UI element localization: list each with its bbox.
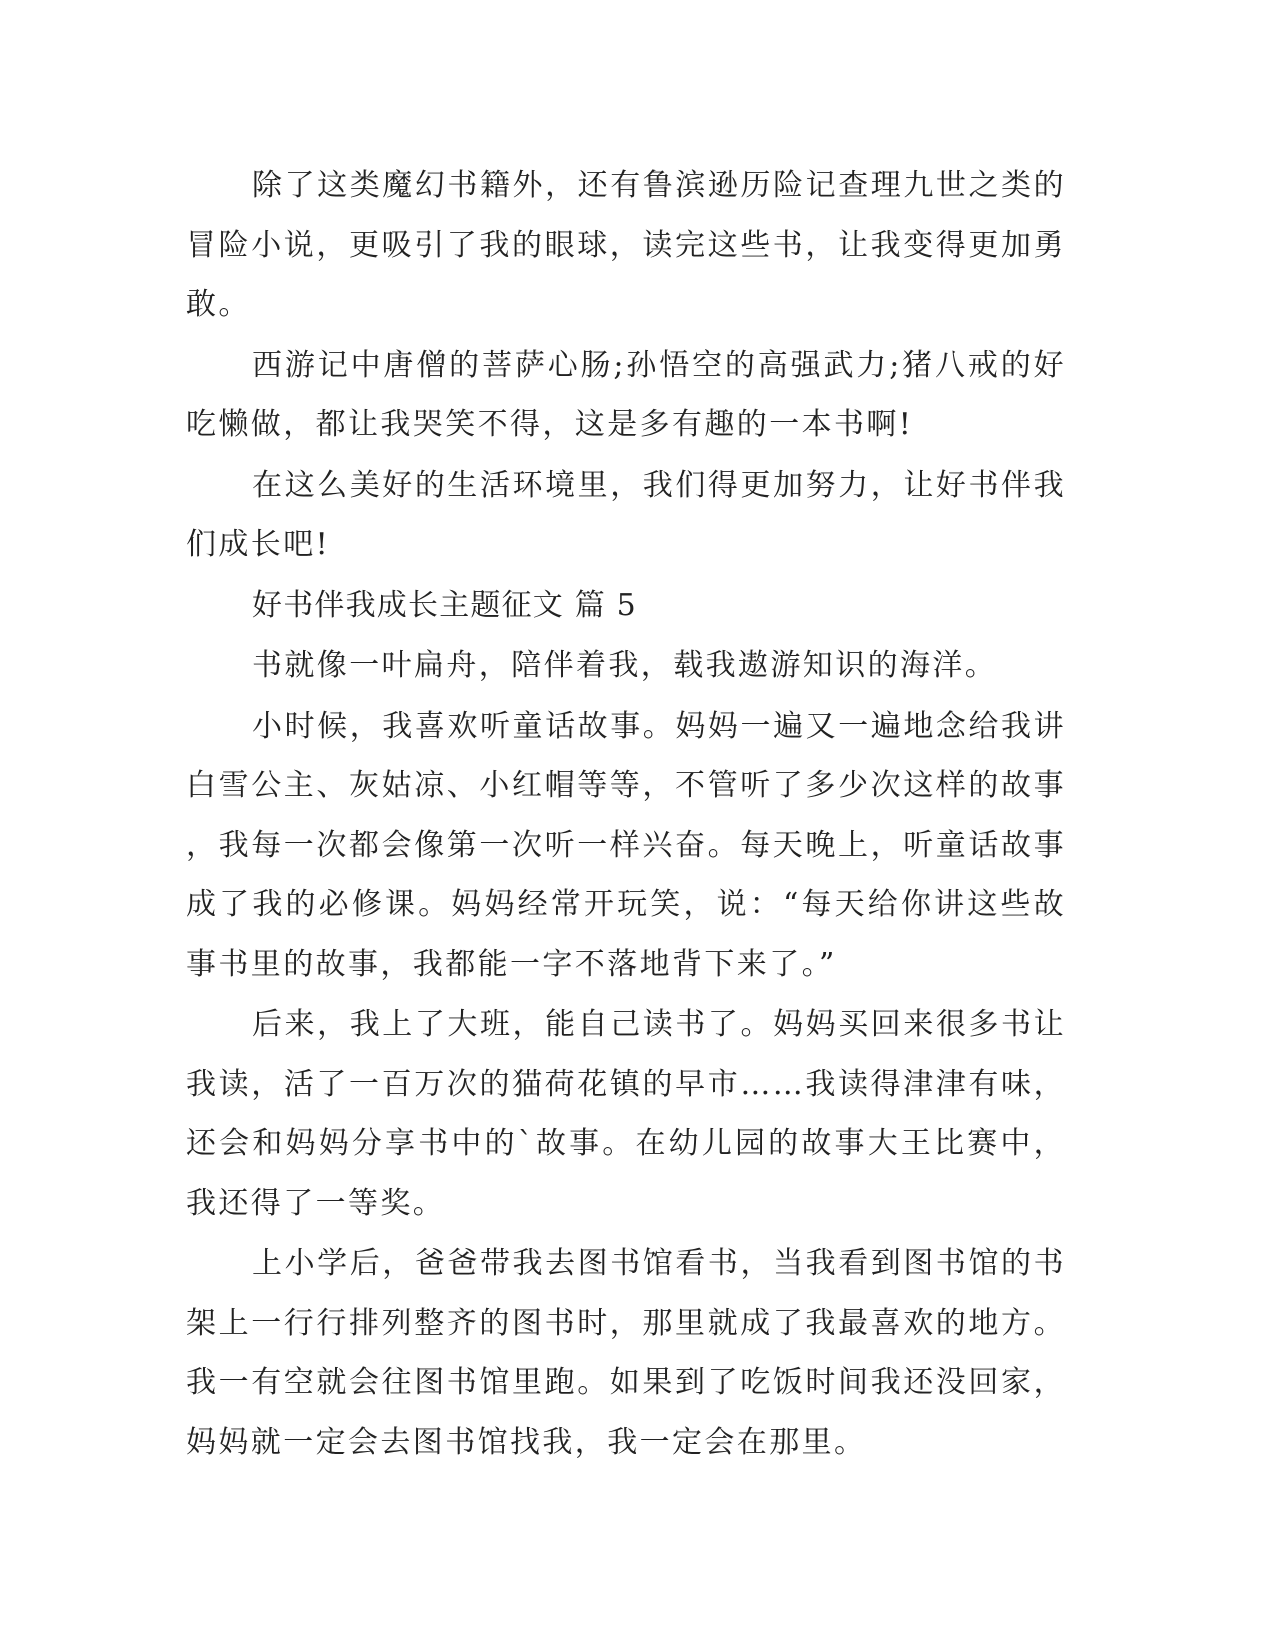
document-body (186, 156, 1066, 1473)
paragraph-journey-to-the-west: 西游记中唐僧的菩萨心肠;孙悟空的高强武力;猪八戒的好吃懒做，都让我哭笑不得，这是多有趣的一本书啊! (186, 347, 1066, 442)
paragraph-book-like-boat: 书就像一叶扁舟，陪伴着我，载我遨游知识的海洋。 (252, 648, 998, 683)
paragraph-grow-with-good-books: 在这么美好的生活环境里，我们得更加努力，让好书伴我们成长吧! (186, 467, 1066, 562)
paragraph-childhood-fairy-tales: 小时候，我喜欢听童话故事。妈妈一遍又一遍地念给我讲白雪公主、灰姑凉、小红帽等等，不管听了多少次这样的故事，我每一次都会像第一次听一样兴奋。每天晚上，听童话故事成了我的必修课。妈妈经常开玩笑，说：“每天给你讲这些故事书里的故事，我都能一字不落地背下来了。” (186, 708, 1066, 982)
section-heading: 好书伴我成长主题征文 篇 5 (252, 587, 637, 623)
paragraph-library: 上小学后，爸爸带我去图书馆看书，当我看到图书馆的书架上一行行排列整齐的图书时，那里就成了我最喜欢的地方。我一有空就会往图书馆里跑。如果到了吃饭时间我还没回家，妈妈就一定会去图书馆找我，我一定会在那里。 (186, 1246, 1066, 1460)
paragraph-reading-on-my-own: 后来，我上了大班，能自己读书了。妈妈买回来很多书让我读，活了一百万次的猫荷花镇的早市……我读得津津有味，还会和妈妈分享书中的`故事。在幼儿园的故事大王比赛中，我还得了一等奖。 (186, 1007, 1066, 1221)
paragraph-magic-adventure-books: 除了这类魔幻书籍外，还有鲁滨逊历险记查理九世之类的冒险小说，更吸引了我的眼球，读完这些书，让我变得更加勇敢。 (186, 168, 1066, 322)
